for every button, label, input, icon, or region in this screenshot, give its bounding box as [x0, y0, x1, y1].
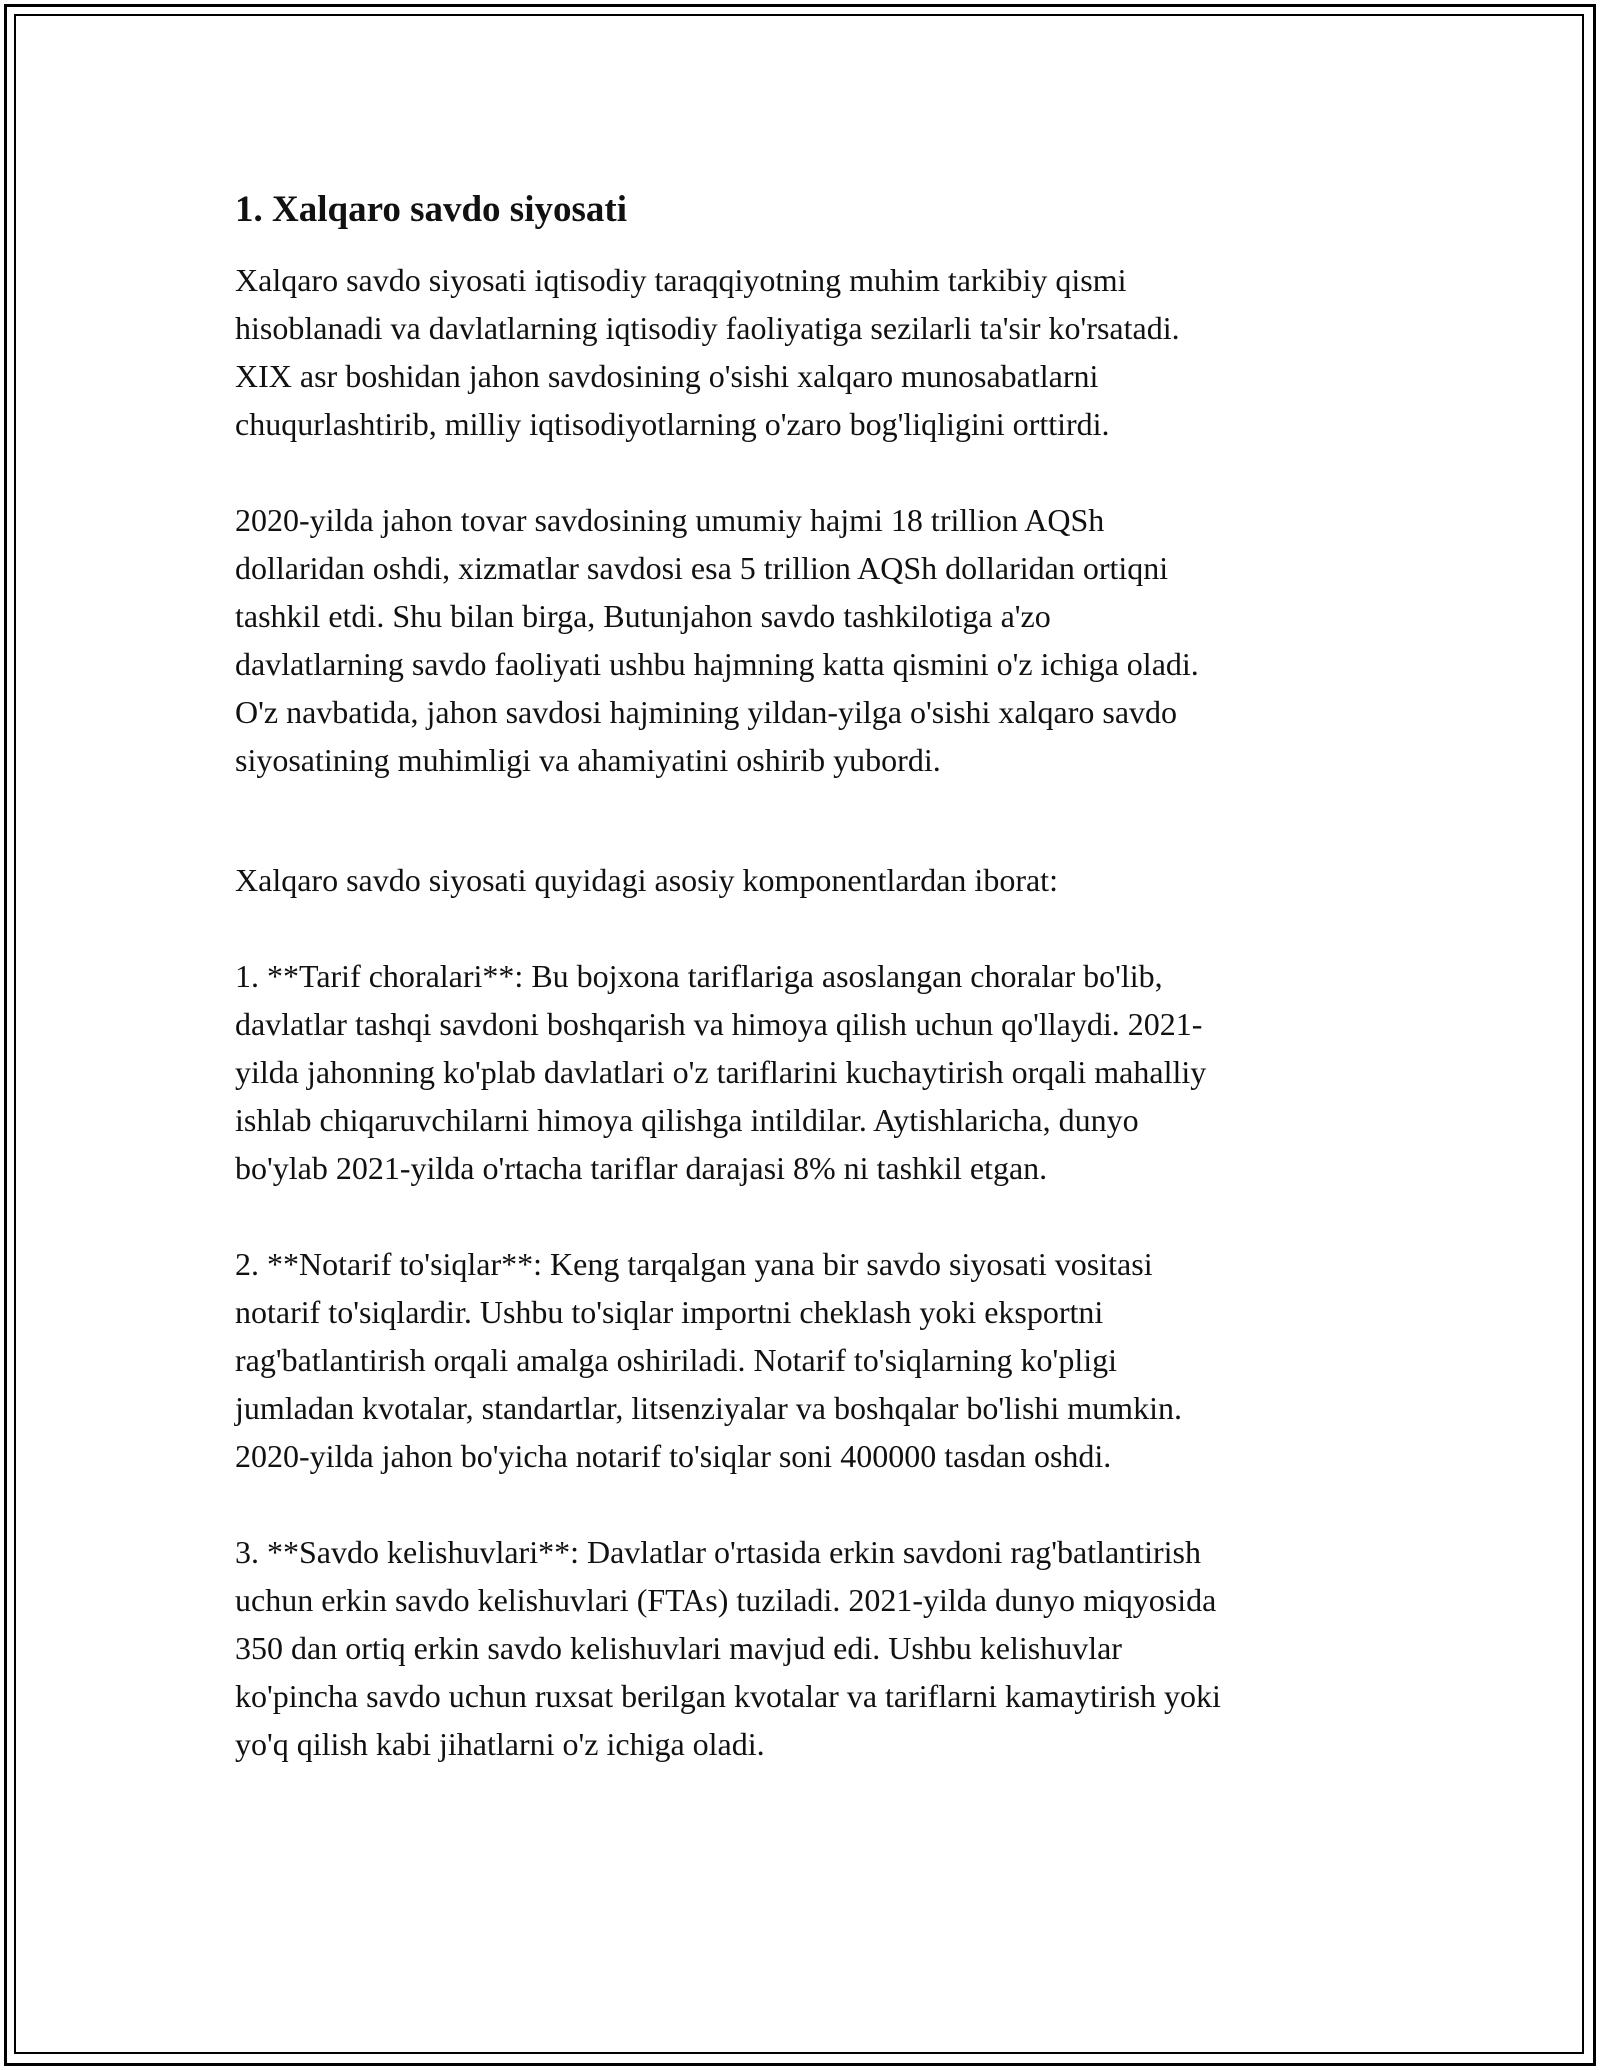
paragraph-spacer [235, 448, 1385, 496]
list-item-tariff-measures: 1. **Tarif choralari**: Bu bojxona tariflariga asoslangan choralar bo'lib, davlatlar tashqi savdoni boshqarish va himoya qilish uchun qo'llaydi. 2021- yilda jahonning ko'plab davlatlari o'z tariflarini kuchaytirish orqali mahalliy ishlab chiqaruvchilarni himoya qilishga intildilar. Aytishlaricha, dunyo bo'ylab 2021-yilda o'rtacha tariflar darajasi 8% ni tashkil etgan. [235, 958, 1207, 1186]
paragraph-spacer [235, 1192, 1385, 1240]
paragraph-intro: Xalqaro savdo siyosati iqtisodiy taraqqiyotning muhim tarkibiy qismi hisoblanadi va davlatlarning iqtisodiy faoliyatiga sezilarli ta'sir ko'rsatadi. XIX asr boshidan jahon savdosining o'sishi xalqaro munosabatlarni chuqurlashtirib, milliy iqtisodiyotlarning o'zaro bog'liqligini orttirdi. [235, 262, 1180, 442]
paragraph-components-intro: Xalqaro savdo siyosati quyidagi asosiy komponentlardan iborat: [235, 862, 1058, 898]
list-item-trade-agreements: 3. **Savdo kelishuvlari**: Davlatlar o'rtasida erkin savdoni rag'batlantirish uchun erkin savdo kelishuvlari (FTAs) tuziladi. 2021-yilda dunyo miqyosida 350 dan ortiq erkin savdo kelishuvlari mavjud edi. Ushbu kelishuvlar ko'pincha savdo uchun ruxsat berilgan kvotalar va tariflarni kamaytirish yoki yo'q qilish kabi jihatlarni o'z ichiga oladi. [235, 1534, 1221, 1762]
paragraph-spacer [235, 904, 1385, 952]
document-body [235, 186, 1385, 1768]
paragraph-trade-volume: 2020-yilda jahon tovar savdosining umumiy hajmi 18 trillion AQSh dollaridan oshdi, xizmatlar savdosi esa 5 trillion AQSh dollaridan ortiqni tashkil etdi. Shu bilan birga, Butunjahon savdo tashkilotiga a'zo davlatlarning savdo faoliyati ushbu hajmning katta qismini o'z ichiga oladi. O'z navbatida, jahon savdosi hajmining yildan-yilga o'sishi xalqaro savdo siyosatining muhimligi va ahamiyatini oshirib yubordi. [235, 502, 1199, 778]
paragraph-spacer [235, 784, 1385, 856]
list-item-non-tariff-barriers: 2. **Notarif to'siqlar**: Keng tarqalgan yana bir savdo siyosati vositasi notarif to'siqlardir. Ushbu to'siqlar importni cheklash yoki eksportni rag'batlantirish orqali amalga oshiriladi. Notarif to'siqlarning ko'pligi jumladan kvotalar, standartlar, litsenziyalar va boshqalar bo'lishi mumkin. 2020-yilda jahon bo'yicha notarif to'siqlar soni 400000 tasdan oshdi. [235, 1246, 1182, 1474]
section-heading: 1. Xalqaro savdo siyosati [235, 189, 627, 230]
paragraph-spacer [235, 1480, 1385, 1528]
